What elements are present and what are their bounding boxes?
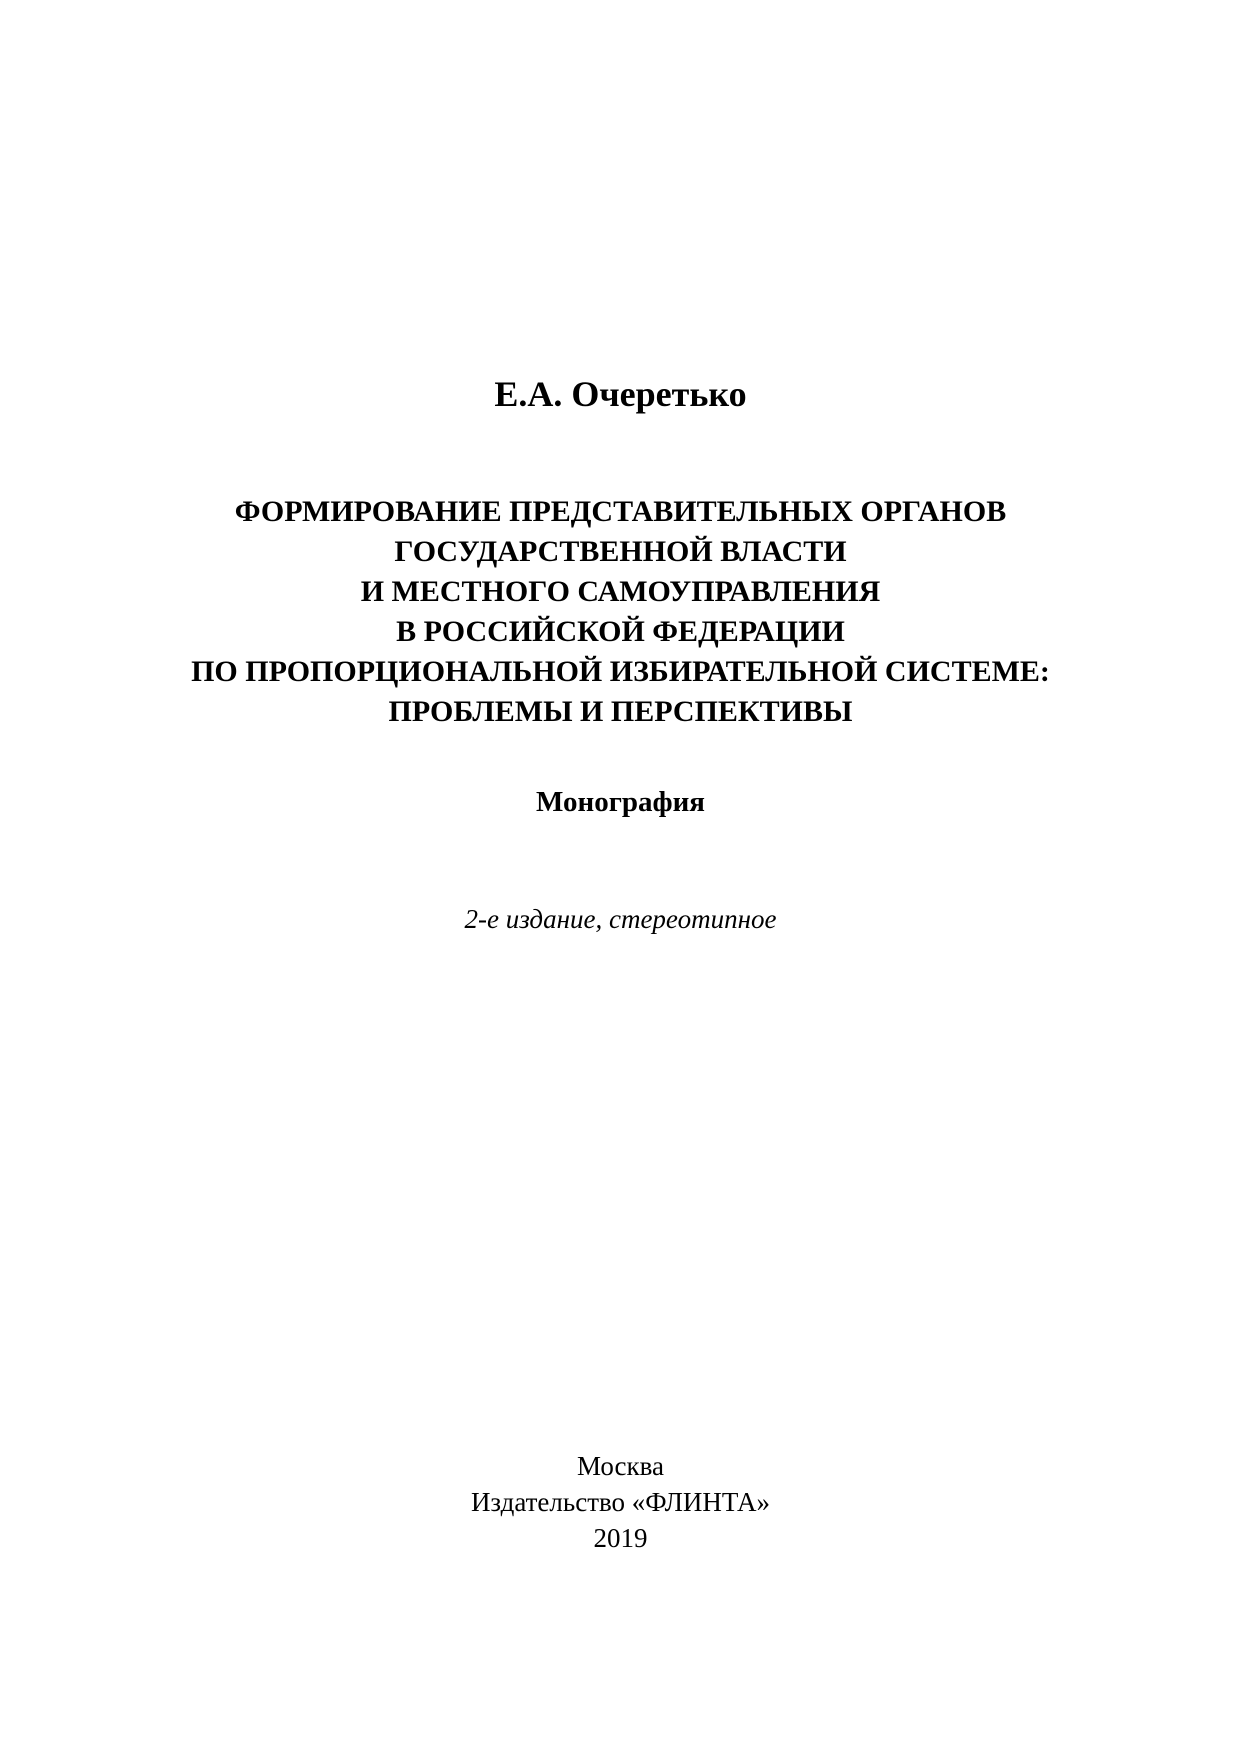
- book-title-line: И МЕСТНОГО САМОУПРАВЛЕНИЯ: [360, 575, 881, 608]
- book-title-line: ГОСУДАРСТВЕННОЙ ВЛАСТИ: [394, 535, 847, 568]
- book-title-line: ПО ПРОПОРЦИОНАЛЬНОЙ ИЗБИРАТЕЛЬНОЙ СИСТЕМЕ:: [191, 655, 1050, 688]
- imprint-city: Москва: [577, 1451, 664, 1481]
- genre-label: Монография: [536, 786, 705, 818]
- imprint-publisher: Издательство «ФЛИНТА»: [470, 1487, 771, 1517]
- imprint: [0, 1448, 1241, 1556]
- book-title-line: ФОРМИРОВАНИЕ ПРЕДСТАВИТЕЛЬНЫХ ОРГАНОВ: [234, 495, 1007, 528]
- book-title-line: ПРОБЛЕМЫ И ПЕРСПЕКТИВЫ: [388, 695, 853, 728]
- author-name: Е.А. Очеретько: [494, 374, 747, 414]
- imprint-year: 2019: [593, 1523, 648, 1553]
- book-title-line: В РОССИЙСКОЙ ФЕДЕРАЦИИ: [396, 615, 845, 648]
- edition-label: 2-е издание, стереотипное: [464, 904, 777, 934]
- book-title: [0, 492, 1241, 732]
